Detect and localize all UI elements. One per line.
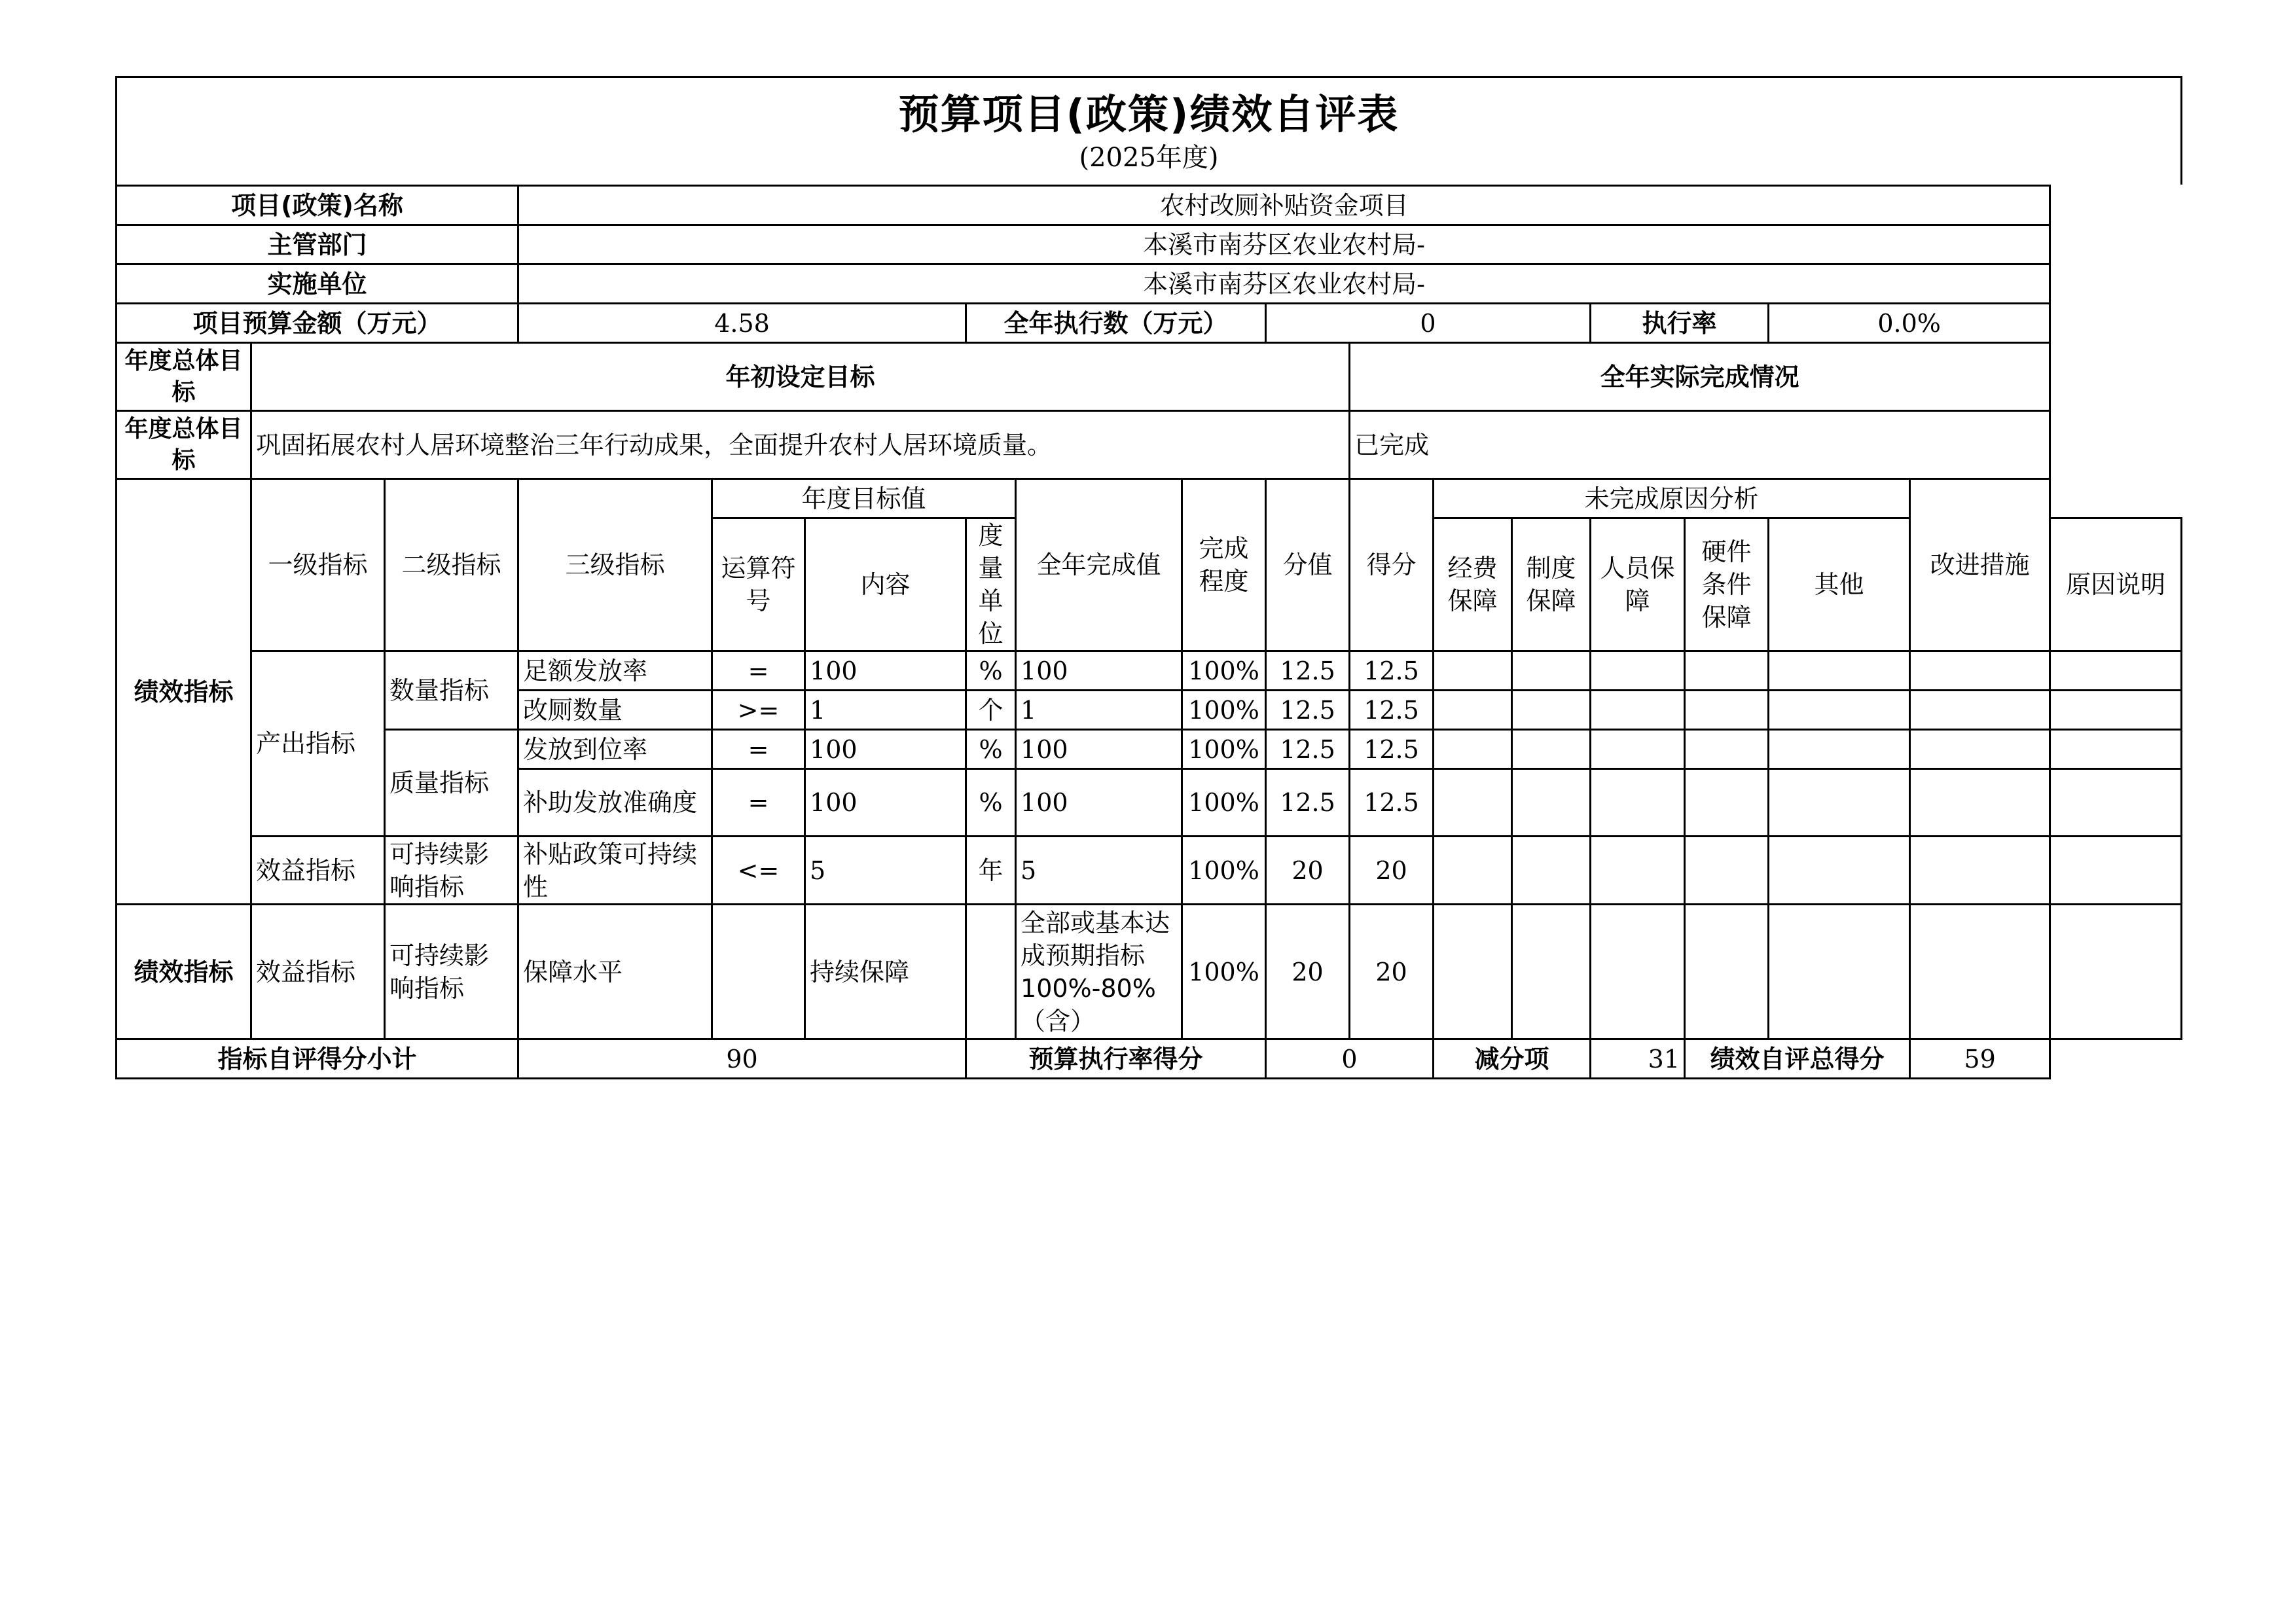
empty-cell <box>1434 905 1512 1039</box>
empty-cell <box>1512 730 1591 769</box>
unit-cell: 个 <box>966 691 1016 730</box>
rate-label: 执行率 <box>1591 304 1769 343</box>
goal-label: 年度总体目标 <box>117 343 251 411</box>
budget-label: 项目预算金额（万元） <box>117 304 518 343</box>
exec-label: 全年执行数（万元） <box>966 304 1266 343</box>
col-actual: 全年完成值 <box>1016 479 1182 651</box>
score-cell: 20 <box>1350 905 1434 1039</box>
fiscal-year: (2025年度) <box>1079 143 1219 173</box>
empty-cell <box>2050 651 2182 691</box>
empty-cell <box>1910 691 2050 730</box>
score-cell: 20 <box>1350 837 1434 905</box>
dept-value: 本溪市南芬区农业农村局- <box>518 225 2050 264</box>
col-degree: 完成程度 <box>1182 479 1266 651</box>
empty-cell <box>1685 905 1769 1039</box>
empty-cell <box>1769 837 1910 905</box>
empty-cell <box>1910 837 2050 905</box>
actual-cell: 1 <box>1016 691 1182 730</box>
total-value: 59 <box>1910 1039 2050 1079</box>
col-r-other: 其他 <box>1769 518 1910 651</box>
content-cell: 1 <box>805 691 966 730</box>
col-r-hardware: 硬件条件保障 <box>1685 518 1769 651</box>
degree-cell: 100% <box>1182 769 1266 837</box>
empty-cell <box>1685 730 1769 769</box>
score-cell: 12.5 <box>1350 730 1434 769</box>
total-label: 绩效自评总得分 <box>1685 1039 1910 1079</box>
op-cell: <= <box>712 837 805 905</box>
content-cell: 5 <box>805 837 966 905</box>
actual-cell: 100 <box>1016 769 1182 837</box>
empty-cell <box>1512 905 1591 1039</box>
exec-score-value: 0 <box>1266 1039 1434 1079</box>
empty-cell <box>1685 651 1769 691</box>
score-cell: 12.5 <box>1350 651 1434 691</box>
col-content: 内容 <box>805 518 966 651</box>
footer-row <box>117 1039 2182 1079</box>
empty-cell <box>1434 691 1512 730</box>
col-score: 得分 <box>1350 479 1434 651</box>
col-op: 运算符号 <box>712 518 805 651</box>
col-r-staff: 人员保障 <box>1591 518 1685 651</box>
empty-cell <box>1591 691 1685 730</box>
goal-actual-header: 全年实际完成情况 <box>1350 343 2050 411</box>
score-val-cell: 12.5 <box>1266 651 1350 691</box>
empty-cell <box>1910 905 2050 1039</box>
lvl2-cell: 可持续影响指标 <box>385 837 518 905</box>
col-r-funds: 经费保障 <box>1434 518 1512 651</box>
degree-cell: 100% <box>1182 730 1266 769</box>
score-val-cell: 12.5 <box>1266 730 1350 769</box>
empty-cell <box>1591 837 1685 905</box>
budget-value: 4.58 <box>518 304 966 343</box>
actual-cell: 100 <box>1016 651 1182 691</box>
rate-value: 0.0% <box>1769 304 2050 343</box>
col-target-group: 年度目标值 <box>712 479 1016 518</box>
lvl3-cell: 发放到位率 <box>518 730 712 769</box>
unit-cell: 年 <box>966 837 1016 905</box>
perf-label: 绩效指标 <box>117 479 251 905</box>
empty-cell <box>1591 905 1685 1039</box>
deduct-value: 31 <box>1591 1039 1685 1079</box>
unit-cell <box>966 905 1016 1039</box>
lvl2-cell: 数量指标 <box>385 651 518 730</box>
lvl1-cell: 产出指标 <box>251 651 385 837</box>
empty-cell <box>1434 651 1512 691</box>
empty-cell <box>1512 769 1591 837</box>
goal-actual-text: 已完成 <box>1350 411 2050 479</box>
table-row <box>117 651 2182 691</box>
empty-cell <box>1685 837 1769 905</box>
actual-cell: 100 <box>1016 730 1182 769</box>
project-name: 农村改厕补贴资金项目 <box>518 186 2050 225</box>
empty-cell <box>1434 769 1512 837</box>
empty-cell <box>1910 651 2050 691</box>
col-unit: 度量单位 <box>966 518 1016 651</box>
perf-label: 绩效指标 <box>117 905 251 1039</box>
col-lvl3: 三级指标 <box>518 479 712 651</box>
empty-cell <box>2050 905 2182 1039</box>
empty-cell <box>1769 651 1910 691</box>
score-val-cell: 12.5 <box>1266 691 1350 730</box>
empty-cell <box>1591 730 1685 769</box>
col-improve: 改进措施 <box>1910 479 2050 651</box>
op-cell: = <box>712 769 805 837</box>
empty-cell <box>1910 730 2050 769</box>
title-box <box>115 76 2182 185</box>
actual-cell: 全部或基本达成预期指标100%-80%（含） <box>1016 905 1182 1039</box>
empty-cell <box>1769 730 1910 769</box>
score-val-cell: 20 <box>1266 837 1350 905</box>
lvl3-cell: 保障水平 <box>518 905 712 1039</box>
empty-cell <box>1512 651 1591 691</box>
col-reason-group: 未完成原因分析 <box>1434 479 1910 518</box>
page-title: 预算项目(政策)绩效自评表 <box>898 90 1400 138</box>
op-cell: = <box>712 651 805 691</box>
degree-cell: 100% <box>1182 905 1266 1039</box>
score-cell: 12.5 <box>1350 691 1434 730</box>
table-row <box>117 905 2182 1039</box>
empty-cell <box>1512 837 1591 905</box>
lvl3-cell: 补助发放准确度 <box>518 769 712 837</box>
exec-value: 0 <box>1266 304 1591 343</box>
empty-cell <box>2050 730 2182 769</box>
empty-cell <box>1685 691 1769 730</box>
subtotal-label: 指标自评得分小计 <box>117 1039 518 1079</box>
degree-cell: 100% <box>1182 651 1266 691</box>
op-cell <box>712 905 805 1039</box>
degree-cell: 100% <box>1182 691 1266 730</box>
score-val-cell: 12.5 <box>1266 769 1350 837</box>
actual-cell: 5 <box>1016 837 1182 905</box>
empty-cell <box>1769 769 1910 837</box>
goal-plan-text: 巩固拓展农村人居环境整治三年行动成果，全面提升农村人居环境质量。 <box>251 411 1350 479</box>
content-cell: 100 <box>805 769 966 837</box>
goal-plan-header: 年初设定目标 <box>251 343 1350 411</box>
lvl1-cell: 效益指标 <box>251 837 385 905</box>
subtotal-value: 90 <box>518 1039 966 1079</box>
empty-cell <box>2050 691 2182 730</box>
project-name-label: 项目(政策)名称 <box>117 186 518 225</box>
empty-cell <box>2050 837 2182 905</box>
degree-cell: 100% <box>1182 837 1266 905</box>
empty-cell <box>1591 651 1685 691</box>
unit-cell: % <box>966 769 1016 837</box>
empty-cell <box>1769 691 1910 730</box>
table-row <box>117 730 2182 769</box>
col-lvl2: 二级指标 <box>385 479 518 651</box>
empty-cell <box>1434 730 1512 769</box>
op-cell: >= <box>712 691 805 730</box>
impl-value: 本溪市南芬区农业农村局- <box>518 264 2050 304</box>
empty-cell <box>1685 769 1769 837</box>
lvl2-cell: 质量指标 <box>385 730 518 837</box>
col-r-system: 制度保障 <box>1512 518 1591 651</box>
lvl1-cell: 效益指标 <box>251 905 385 1039</box>
empty-cell <box>1910 769 2050 837</box>
content-cell: 持续保障 <box>805 905 966 1039</box>
col-lvl1: 一级指标 <box>251 479 385 651</box>
impl-label: 实施单位 <box>117 264 518 304</box>
deduct-label: 减分项 <box>1434 1039 1591 1079</box>
evaluation-table <box>115 185 2182 1079</box>
table-row <box>117 837 2182 905</box>
empty-cell <box>2050 769 2182 837</box>
col-r-desc: 原因说明 <box>2050 518 2182 651</box>
empty-cell <box>1512 691 1591 730</box>
lvl3-cell: 改厕数量 <box>518 691 712 730</box>
score-cell: 12.5 <box>1350 769 1434 837</box>
unit-cell: % <box>966 730 1016 769</box>
col-score-val: 分值 <box>1266 479 1350 651</box>
empty-cell <box>1769 905 1910 1039</box>
exec-score-label: 预算执行率得分 <box>966 1039 1266 1079</box>
self-evaluation-sheet <box>115 76 2182 1079</box>
empty-cell <box>1434 837 1512 905</box>
score-val-cell: 20 <box>1266 905 1350 1039</box>
unit-cell: % <box>966 651 1016 691</box>
lvl3-cell: 足额发放率 <box>518 651 712 691</box>
lvl2-cell: 可持续影响指标 <box>385 905 518 1039</box>
op-cell: = <box>712 730 805 769</box>
dept-label: 主管部门 <box>117 225 518 264</box>
empty-cell <box>1591 769 1685 837</box>
content-cell: 100 <box>805 730 966 769</box>
content-cell: 100 <box>805 651 966 691</box>
goal-label: 年度总体目标 <box>117 411 251 479</box>
lvl3-cell: 补贴政策可持续性 <box>518 837 712 905</box>
